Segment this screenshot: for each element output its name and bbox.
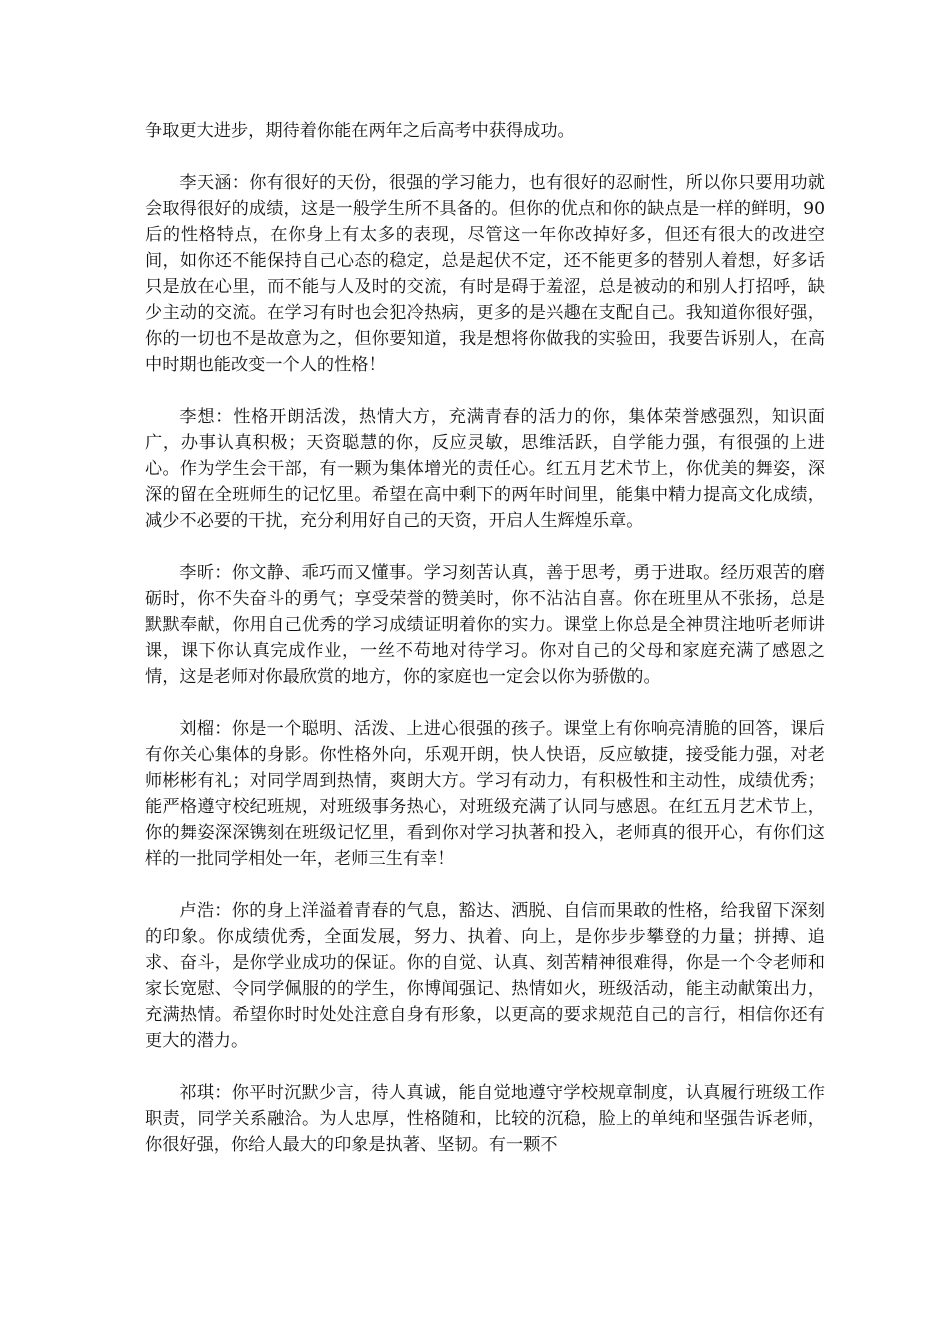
paragraph-li-xiang: 李想：性格开朗活泼，热情大方，充满青春的活力的你，集体荣誉感强烈，知识面广，办事认真积极；天资聪慧的你，反应灵敏，思维活跃，自学能力强，有很强的上进心。作为学生会干部，有一颗为集体增光的责任心。红五月艺术节上，你优美的舞姿，深深的留在全班师生的记忆里。希望在高中剩下的两年时间里，能集中精力提高文化成绩，减少不必要的干扰，充分利用好自己的天资，开启人生辉煌乐章。 <box>145 407 825 531</box>
paragraph-liu-liu: 刘榴：你是一个聪明、活泼、上进心很强的孩子。课堂上有你响亮清脆的回答，课后有你关心集体的身影。你性格外向，乐观开朗，快人快语，反应敏捷，接受能力强，对老师彬彬有礼；对同学周到热情，爽朗大方。学习有动力，有积极性和主动性，成绩优秀；能严格遵守校纪班规，对班级事务热心，对班级充满了认同与感恩。在红五月艺术节上，你的舞姿深深镌刻在班级记忆里，看到你对学习执著和投入，老师真的很开心，有你们这样的一批同学相处一年，老师三生有幸！ <box>145 719 825 869</box>
paragraph-gap <box>145 1054 825 1080</box>
paragraph-gap <box>145 690 825 716</box>
document-page <box>145 118 825 1158</box>
paragraph-li-xin: 李昕：你文静、乖巧而又懂事。学习刻苦认真，善于思考，勇于进取。经历艰苦的磨砺时，你不失奋斗的勇气；享受荣誉的赞美时，你不沾沾自喜。你在班里从不张扬，总是默默奉献，你用自己优秀的学习成绩证明着你的实力。课堂上你总是全神贯注地听老师讲课，课下你认真完成作业，一丝不苟地对待学习。你对自己的父母和家庭充满了感恩之情，这是老师对你最欣赏的地方，你的家庭也一定会以你为骄傲的。 <box>145 563 825 687</box>
paragraph-gap <box>145 144 825 170</box>
paragraph-gap <box>145 378 825 404</box>
paragraph-gap <box>145 534 825 560</box>
paragraph-li-tianhan: 李天涵：你有很好的天份，很强的学习能力，也有很好的忍耐性，所以你只要用功就会取得很好的成绩，这是一般学生所不具备的。但你的优点和你的缺点是一样的鲜明，90后的性格特点，在你身上有太多的表现，尽管这一年你改掉好多，但还有很大的改进空间，如你还不能保持自己心态的稳定，总是起伏不定，还不能更多的替别人着想，好多话只是放在心里，而不能与人及时的交流，有时是碍于羞涩，总是被动的和别人打招呼，缺少主动的交流。在学习有时也会犯冷热病，更多的是兴趣在支配自己。我知道你很好强，你的一切也不是故意为之，但你要知道，我是想将你做我的实验田，我要告诉别人，在高中时期也能改变一个人的性格！ <box>145 173 825 375</box>
paragraph-gap <box>145 872 825 898</box>
paragraph-lu-hao: 卢浩：你的身上洋溢着青春的气息，豁达、洒脱、自信而果敢的性格，给我留下深刻的印象。你成绩优秀，全面发展，努力、执着、向上，是你步步攀登的力量；拼搏、追求、奋斗，是你学业成功的保证。你的自觉、认真、刻苦精神很难得，你是一个令老师和家长宽慰、令同学佩服的的学生，你博闻强记、热情如火，班级活动，能主动献策出力，充满热情。希望你时时处处注意自身有形象，以更高的要求规范自己的言行，相信你还有更大的潜力。 <box>145 901 825 1051</box>
paragraph-continuation: 争取更大进步，期待着你能在两年之后高考中获得成功。 <box>145 121 575 141</box>
paragraph-qi-qi: 祁琪：你平时沉默少言，待人真诚，能自觉地遵守学校规章制度，认真履行班级工作职责，同学关系融洽。为人忠厚，性格随和，比较的沉稳，脸上的单纯和坚强告诉老师，你很好强，你给人最大的印象是执著、坚韧。有一颗不 <box>145 1083 825 1155</box>
